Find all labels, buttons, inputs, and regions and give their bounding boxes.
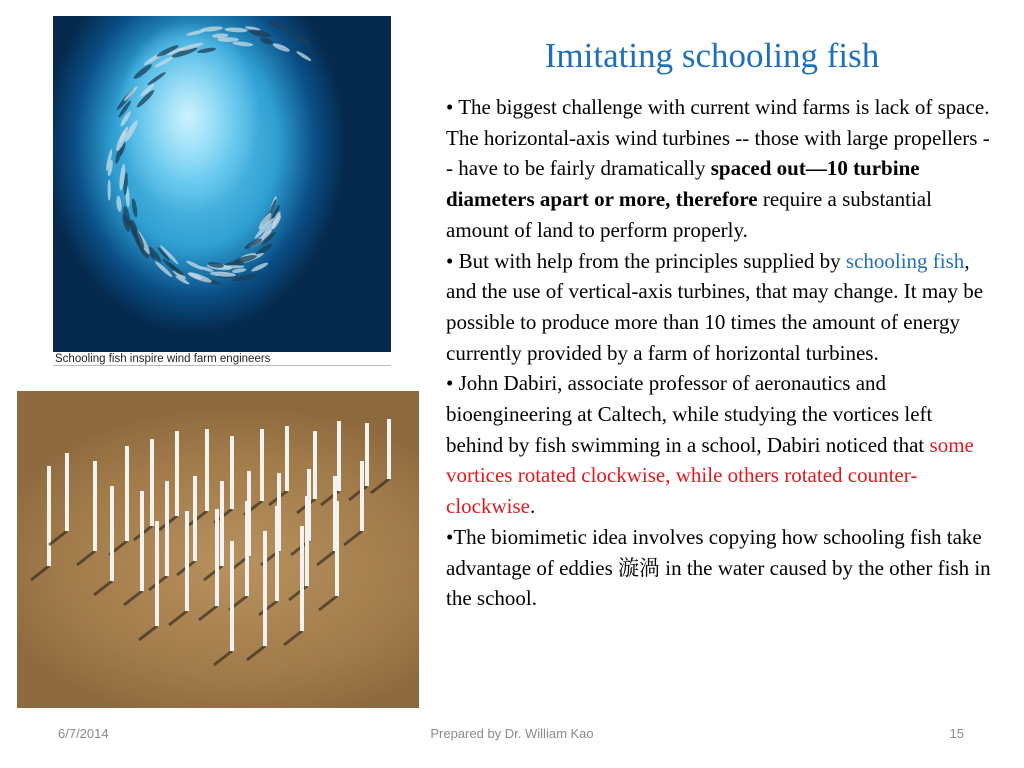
fish-shape — [232, 41, 253, 48]
bullet-4 — [446, 522, 992, 614]
bullet-3-text-b: . — [529, 494, 536, 519]
turbine-shadow — [139, 626, 157, 640]
turbine-shadow — [169, 611, 187, 625]
fish-shape — [250, 261, 269, 273]
slide-title: Imitating schooling fish — [544, 36, 880, 75]
fish-shape — [161, 258, 183, 277]
fish-shape — [185, 259, 204, 271]
turbine-shadow — [349, 486, 367, 500]
fish-shape — [243, 237, 263, 251]
bullet-1-text-a: • The biggest challenge with current wind farms is lack of space. The horizontal-axis wind turbines -- those with large propellers -- have to be fairly dramatically — [446, 95, 990, 181]
turbine-shadow — [31, 566, 49, 580]
fish-shape — [197, 47, 216, 54]
fish-shape — [132, 63, 153, 81]
turbine-shadow — [259, 601, 277, 615]
footer-page-number: 15 — [949, 726, 964, 741]
fish-shape — [108, 180, 111, 201]
schooling-fish-photo — [53, 16, 393, 367]
turbine-shadow — [289, 586, 307, 600]
bullet-2 — [446, 246, 992, 369]
bullet-3-highlight-text: some vortices rotated clockwise, while others rotated counter-clockwise — [446, 432, 974, 519]
turbine-shadow — [344, 531, 362, 545]
fish-shape — [272, 42, 291, 54]
bullet-4-text: •The biomimetic idea involves copying how schooling fish take advantage of eddies 漩渦 in the water caused by the other fish in the school. — [446, 524, 991, 611]
turbine-shadow — [317, 551, 335, 565]
turbine-shadow — [199, 606, 217, 620]
turbine-shadow — [247, 646, 265, 660]
fish-shape — [123, 85, 139, 102]
turbine-shadow — [49, 531, 67, 545]
turbine-shadow — [124, 591, 142, 605]
fish-shape — [294, 34, 311, 46]
fish-shape — [217, 37, 238, 42]
schooling-fish-image — [53, 16, 391, 352]
turbine-shadow — [319, 596, 337, 610]
schooling-fish-link-text: schooling fish — [845, 248, 965, 273]
bullet-3 — [446, 368, 992, 522]
turbine-field-illustration — [17, 391, 419, 708]
footer-date: 6/7/2014 — [58, 726, 109, 741]
bullet-2-text-b: , and the use of vertical-axis turbines, that may change. It may be possible to produce more than 10 times the amount of energy currently provided by a farm of horizontal turbines. — [446, 248, 984, 365]
bullet-1-bold-text: spaced out—10 turbine diameters apart or more, therefore — [446, 156, 920, 212]
fish-shape — [116, 195, 123, 212]
fish-shape — [231, 272, 258, 282]
bullet-2-text-a: • But with help from the principles supplied by — [446, 248, 846, 273]
turbine-shadow — [189, 511, 207, 525]
vertical-turbine-field-photo — [17, 391, 419, 708]
bullet-1-text-b: require a substantial amount of land to perform properly. — [446, 187, 932, 242]
fish-shape — [267, 20, 292, 33]
turbine-shadow — [214, 651, 232, 665]
turbine-shadow — [284, 631, 302, 645]
fish-shape — [146, 71, 166, 87]
bullet-3-text-a: • John Dabiri, associate professor of aeronautics and bioengineering at Caltech, while studying the vortices left behind by fish swimming in a school, Dabiri noticed that — [446, 371, 933, 457]
fish-shape — [259, 36, 274, 45]
fish-shape — [232, 267, 247, 273]
footer-author: Prepared by Dr. William Kao — [430, 726, 594, 741]
photo-caption: Schooling fish inspire wind farm engineers — [53, 353, 391, 366]
turbine-shadow — [94, 581, 112, 595]
bullet-1 — [446, 92, 992, 246]
fish-shape — [154, 260, 174, 278]
turbine-shadow — [204, 566, 222, 580]
fish-illustration — [53, 16, 391, 352]
turbine-shadow — [77, 551, 95, 565]
fish-shape — [131, 198, 139, 218]
slide-body — [446, 92, 992, 614]
fish-shape — [295, 50, 312, 62]
fish-shape — [224, 27, 247, 33]
turbine-shadow — [371, 479, 389, 493]
